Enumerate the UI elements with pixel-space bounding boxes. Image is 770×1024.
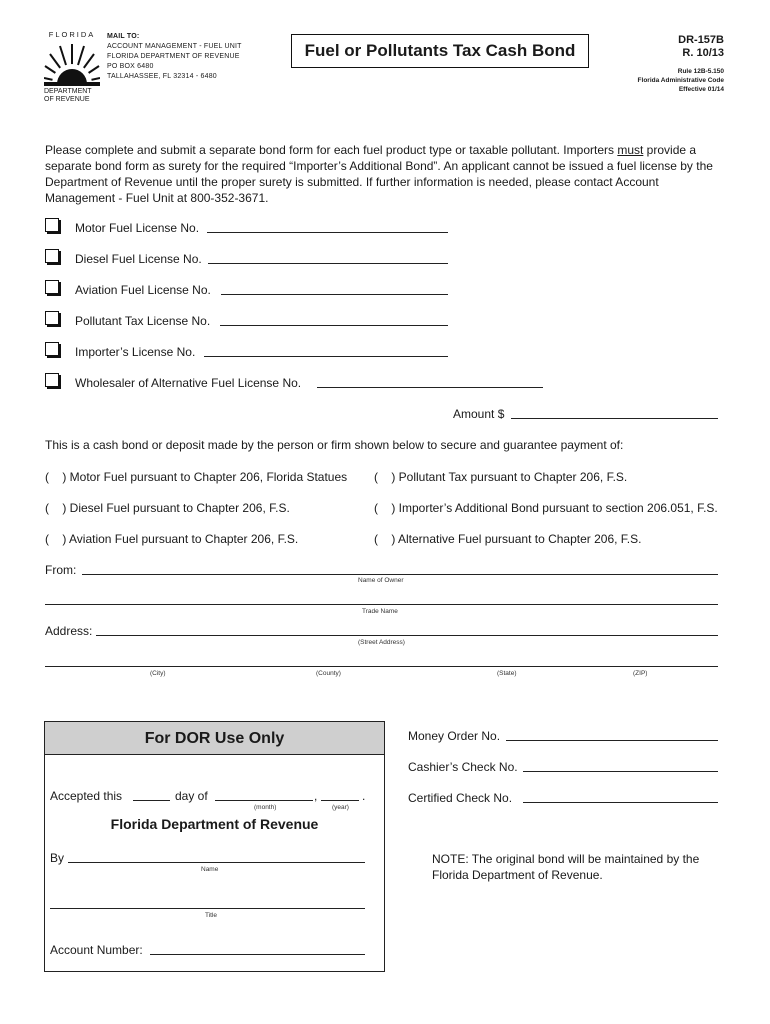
license-label: Wholesaler of Alternative Fuel License No. [75,376,302,390]
title-line[interactable] [50,908,365,909]
license-checkbox[interactable] [45,218,59,232]
money-order-label: Money Order No. [408,729,501,743]
intro-paragraph [45,142,725,206]
mail-to-line: ACCOUNT MANAGEMENT - FUEL UNIT [107,43,242,50]
account-number-line[interactable] [150,954,365,955]
logo-state: FLORIDA [48,30,96,39]
title-caption: Title [205,912,218,919]
city-state-zip-line[interactable] [45,666,718,667]
owner-caption: Name of Owner [358,577,404,584]
intro-must: must [617,143,644,157]
from-label: From: [45,563,77,577]
intro-part2: provide a separate bond form as surety for the required “Importer’s Additional Bond”. An applicant cannot be issued a fuel license by the Department of Revenue until the proper surety is submitted. If further information is needed, please contact Account Management - Fuel Unit at 800-352-3671. [45,143,713,205]
money-order-line[interactable] [506,740,718,741]
street-line[interactable] [96,635,718,636]
license-line[interactable] [317,387,543,388]
accepted-label: Accepted this [50,789,123,803]
dor-use-only-box [44,721,385,972]
year-caption: (year) [332,804,349,811]
license-checkbox[interactable] [45,373,59,387]
license-label: Aviation Fuel License No. [75,283,211,297]
accepted-month-line[interactable] [215,800,313,801]
license-label: Pollutant Tax License No. [75,314,211,328]
option-importer-bond[interactable]: ( ) Importer’s Additional Bond pursuant to section 206.051, F.S. [374,501,718,515]
logo-dept-line2: OF REVENUE [44,96,90,103]
by-name-line[interactable] [68,862,365,863]
month-caption: (month) [254,804,277,811]
account-number-label: Account Number: [50,943,143,957]
form-revision: R. 10/13 [682,47,724,59]
license-line[interactable] [208,263,448,264]
certified-check-line[interactable] [523,802,718,803]
dor-box-title: For DOR Use Only [144,730,285,747]
address-label: Address: [45,624,93,638]
sunburst-icon [44,40,100,86]
license-row [75,251,202,267]
license-row [75,313,210,329]
county-caption: (County) [316,670,341,677]
city-caption: (City) [150,670,166,677]
mail-to-block [107,32,242,82]
license-checkbox[interactable] [45,249,59,263]
mail-to-line: TALLAHASSEE, FL 32314 - 6480 [107,73,217,80]
owner-name-line[interactable] [82,574,718,575]
license-line[interactable] [207,232,448,233]
date-comma: , [314,789,318,803]
form-effective: Effective 01/14 [678,86,724,93]
option-aviation-fuel[interactable]: ( ) Aviation Fuel pursuant to Chapter 206, F.S. [45,532,299,546]
license-row [75,375,301,391]
license-line[interactable] [221,294,448,295]
license-line[interactable] [204,356,448,357]
by-label: By [50,851,65,865]
cashiers-check-line[interactable] [523,771,718,772]
guarantee-text: This is a cash bond or deposit made by the person or firm shown below to secure and guarantee payment of: [45,438,624,452]
license-label: Diesel Fuel License No. [75,252,202,266]
option-diesel-fuel[interactable]: ( ) Diesel Fuel pursuant to Chapter 206, F.S. [45,501,290,515]
form-number: DR-157B [678,34,724,46]
license-row [75,344,195,360]
zip-caption: (ZIP) [633,670,648,677]
form-title: Fuel or Pollutants Tax Cash Bond [304,41,576,60]
license-checkbox[interactable] [45,311,59,325]
day-of-label: day of [175,789,208,803]
amount-line[interactable] [511,418,718,419]
date-period: . [362,789,366,803]
license-checkbox[interactable] [45,342,59,356]
mail-to-label: MAIL TO: [107,33,140,40]
retention-note: NOTE: The original bond will be maintained by the Florida Department of Revenue. [432,852,700,882]
amount-label: Amount $ [453,407,505,421]
certified-check-label: Certified Check No. [408,791,513,805]
license-line[interactable] [220,325,448,326]
form-id-block [638,34,724,94]
dor-box-header [45,722,384,755]
option-alternative-fuel[interactable]: ( ) Alternative Fuel pursuant to Chapter 206, F.S. [374,532,642,546]
trade-caption: Trade Name [362,608,398,615]
mail-to-line: FLORIDA DEPARTMENT OF REVENUE [107,53,240,60]
cashiers-check-label: Cashier’s Check No. [408,760,518,774]
license-checkbox[interactable] [45,280,59,294]
dor-logo [44,30,100,114]
mail-to-line: PO BOX 6480 [107,63,154,70]
intro-part1: Please complete and submit a separate bond form for each fuel product type or taxable pollutant. Importers [45,143,618,157]
logo-dept-line1: DEPARTMENT [44,88,92,95]
accepted-year-line[interactable] [321,800,359,801]
license-label: Motor Fuel License No. [75,221,200,235]
accepted-day-line[interactable] [133,800,170,801]
option-pollutant-tax[interactable]: ( ) Pollutant Tax pursuant to Chapter 206, F.S. [374,470,628,484]
name-caption: Name [201,866,219,873]
state-caption: (State) [497,670,517,677]
form-code: Florida Administrative Code [637,77,724,84]
trade-name-line[interactable] [45,604,718,605]
dor-dept-name: Florida Department of Revenue [110,816,319,832]
license-row [75,220,199,236]
license-label: Importer’s License No. [75,345,196,359]
option-motor-fuel[interactable]: ( ) Motor Fuel pursuant to Chapter 206, Florida Statues [45,470,348,484]
license-row [75,282,211,298]
form-title-box [291,34,589,68]
street-caption: (Street Address) [358,639,405,646]
form-rule: Rule 12B-5.150 [677,68,724,75]
